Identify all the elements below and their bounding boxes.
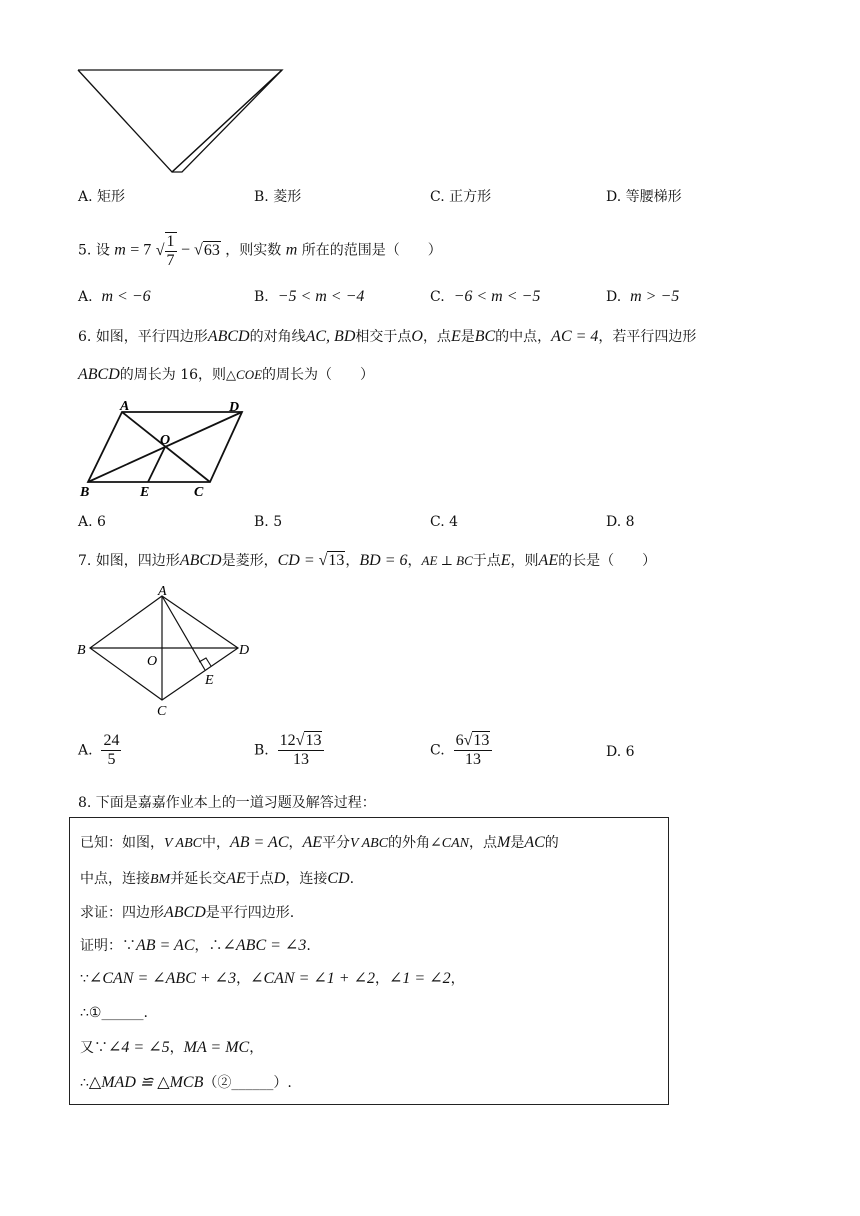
q5-text-c: 所在的范围是（ ） [301, 242, 442, 259]
q8-box-line1: 已知：如图，V ABC中，AB = AC，AE平分V ABC的外角∠CAN，点M是AC的 [80, 834, 559, 851]
q7-label-c: C [157, 704, 167, 718]
q6-label-o: O [160, 433, 171, 448]
q6-label-d: D [229, 400, 240, 415]
q5-var-2: m [285, 241, 298, 259]
q7-stem: 7. 如图，四边形ABCD是菱形，CD = √13，BD = 6，AE ⊥ BC于点E，则AE的长是（ ） [78, 552, 657, 569]
q5-option-d: D. m > −5 [606, 288, 680, 305]
q7-option-d: D. 6 [606, 744, 635, 760]
q5-option-b: B. −5 < m < −4 [254, 288, 365, 305]
q7-label-o: O [147, 654, 158, 669]
q5-option-a: A. m < −6 [78, 288, 151, 305]
q5-expr-prefix: = 7 [130, 241, 152, 259]
q7-option-a: A. $\frac{24}{5}$ [78, 732, 120, 768]
q8-box-line5: ∵∠CAN = ∠ABC + ∠3，∠CAN = ∠1 + ∠2，∠1 = ∠2， [80, 970, 465, 987]
q7-option-c: C. $\frac{6√13}{13}$ [430, 732, 492, 769]
q7-label-a: A [158, 584, 167, 599]
q5-radical: √ $\frac{1}{7}$ [155, 233, 175, 269]
q8-box-line7: 又∵∠4 = ∠5，MA = MC， [80, 1039, 264, 1056]
q6-option-b: B. 5 [254, 514, 283, 530]
q6-parallelogram-figure [76, 398, 256, 502]
q6-label-c: C [194, 485, 204, 500]
q6-label-b: B [80, 485, 90, 500]
q6-stem-line1: 6. 如图，平行四边形ABCD的对角线AC, BD相交于点O，点E是BC的中点，AC = 4，若平行四边形 [78, 328, 697, 345]
q6-option-d: D. 8 [606, 514, 635, 530]
q8-box-line6: ∴①______. [80, 1005, 148, 1021]
q4-option-c: C. 正方形 [430, 189, 492, 205]
q8-intro: 8. 下面是嘉嘉作业本上的一道习题及解答过程： [78, 795, 376, 811]
q6-option-a: A. 6 [78, 514, 106, 530]
q5-text-a: 设 [95, 242, 110, 259]
q5-var: m [114, 241, 126, 259]
q4-option-b: B. 菱形 [254, 189, 302, 205]
q8-box-line3: 求证：四边形ABCD是平行四边形. [80, 904, 295, 921]
q5-text-b: ，则实数 [225, 242, 282, 259]
q6-option-c: C. 4 [430, 514, 459, 530]
q5-minus-sqrt: − √63 [181, 241, 220, 259]
q4-option-d: D. 等腰梯形 [606, 189, 682, 205]
q4-option-a: A. 矩形 [78, 189, 126, 205]
q7-label-d: D [239, 643, 250, 658]
q5-frac-num: 1 [166, 233, 175, 250]
q5-sqrt63: 63 [203, 241, 220, 259]
q8-box-line2: 中点，连接BM并延长交AE于点D，连接CD. [80, 870, 355, 887]
q8-box-line4: 证明：∵AB = AC，∴∠ABC = ∠3. [80, 937, 311, 954]
q6-label-a: A [120, 399, 130, 414]
q7-label-e: E [205, 673, 214, 688]
q5-number: 5. [78, 242, 92, 259]
q8-box-line8: ∴△MAD ≌ △MCB（②______）. [80, 1074, 292, 1091]
q7-rhombus-figure [74, 584, 264, 718]
q6-stem-line2: ABCD的周长为 16，则△COE的周长为（ ） [78, 366, 375, 383]
folded-paper-figure [76, 68, 288, 178]
q8-proof-box [69, 817, 669, 1105]
q5-stem [78, 232, 442, 270]
q5-frac-den: 7 [166, 252, 175, 269]
q7-option-b: B. $\frac{12√13}{13}$ [254, 732, 324, 769]
q5-option-c: C. −6 < m < −5 [430, 288, 541, 305]
q7-label-b: B [77, 643, 86, 658]
q6-label-e: E [140, 485, 150, 500]
